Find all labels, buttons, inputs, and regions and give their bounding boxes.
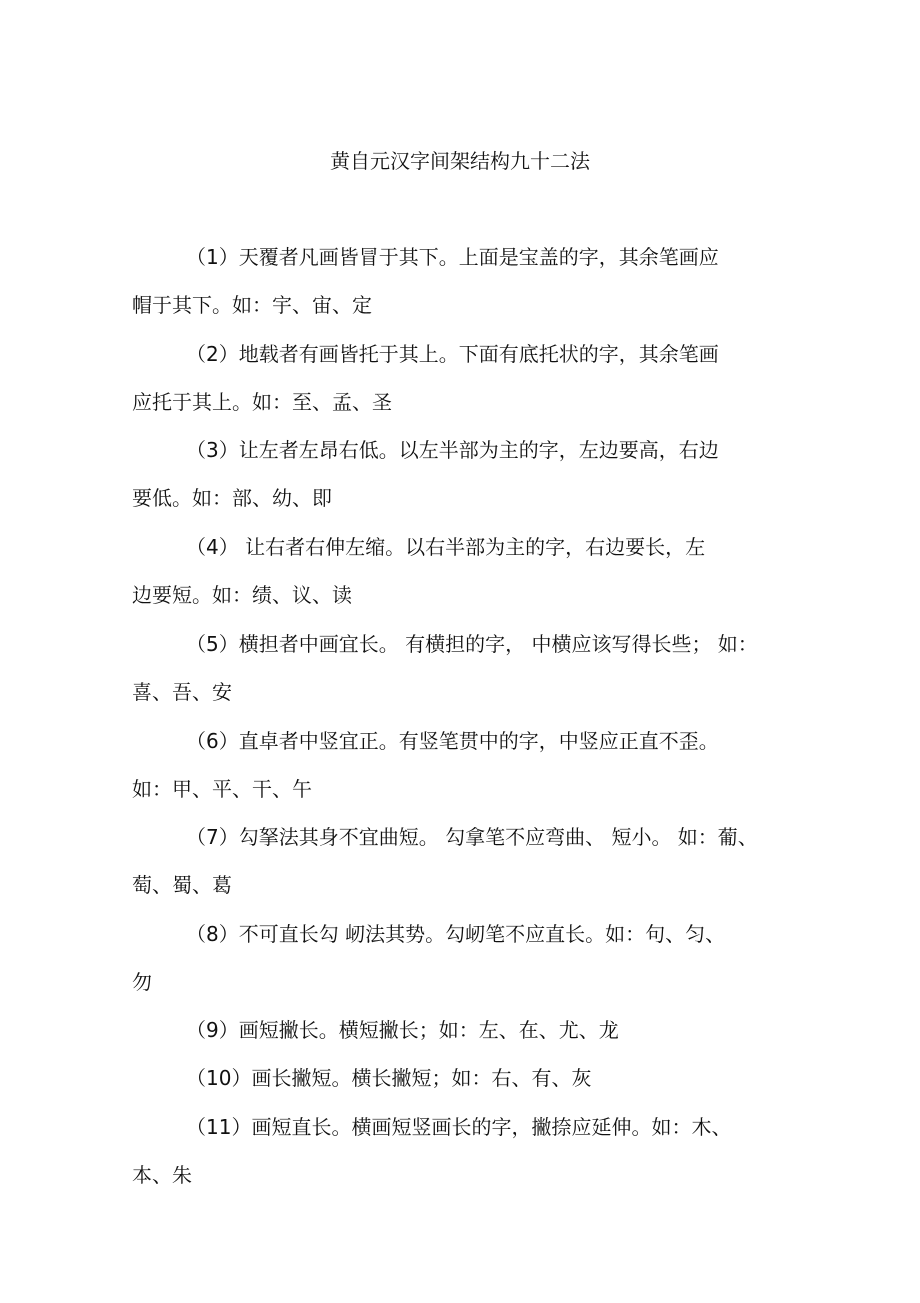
text-line-20: 本、朱 — [132, 1163, 192, 1187]
text-line-9: （5）横担者中画宜长。 有横担的字， 中横应该写得长些； 如： — [186, 632, 758, 656]
text-line-12: 如：甲、平、干、午 — [132, 777, 312, 801]
text-line-5: （3）让左者左昂右低。以左半部为主的字，左边要高，右边 — [186, 438, 719, 462]
text-line-3: （2）地载者有画皆托于其上。下面有底托状的字，其余笔画 — [186, 342, 719, 366]
text-line-10: 喜、吾、安 — [132, 680, 232, 704]
text-line-18: （10）画长撇短。横长撇短；如：右、有、灰 — [186, 1066, 592, 1090]
text-line-4: 应托于其上。如：至、孟、圣 — [132, 390, 392, 414]
text-line-1: （1）天覆者凡画皆冒于其下。上面是宝盖的字，其余笔画应 — [186, 245, 719, 269]
text-line-6: 要低。如：部、幼、即 — [132, 486, 332, 510]
text-line-15: （8）不可直长勾 屻法其势。勾屻笔不应直长。如：句、匀、 — [186, 922, 726, 946]
text-line-13: （7）勾拏法其身不宜曲短。 勾拿笔不应弯曲、 短小。 如：葡、 — [186, 825, 758, 849]
text-line-2: 帽于其下。如：宇、宙、定 — [132, 293, 372, 317]
text-line-19: （11）画短直长。横画短竖画长的字，撇捺应延伸。如：木、 — [186, 1115, 732, 1139]
text-line-8: 边要短。如：绩、议、读 — [132, 583, 352, 607]
text-line-16: 勿 — [132, 970, 152, 994]
text-line-7: （4） 让右者右伸左缩。以右半部为主的字，右边要长，左 — [186, 535, 706, 559]
text-line-14: 萄、蜀、葛 — [132, 873, 232, 897]
document-title: 黄自元汉字间架结构九十二法 — [330, 149, 590, 173]
text-line-11: （6）直卓者中竖宜正。有竖笔贯中的字，中竖应正直不歪。 — [186, 729, 719, 753]
text-line-17: （9）画短撇长。横短撇长；如：左、在、尤、龙 — [186, 1018, 619, 1042]
